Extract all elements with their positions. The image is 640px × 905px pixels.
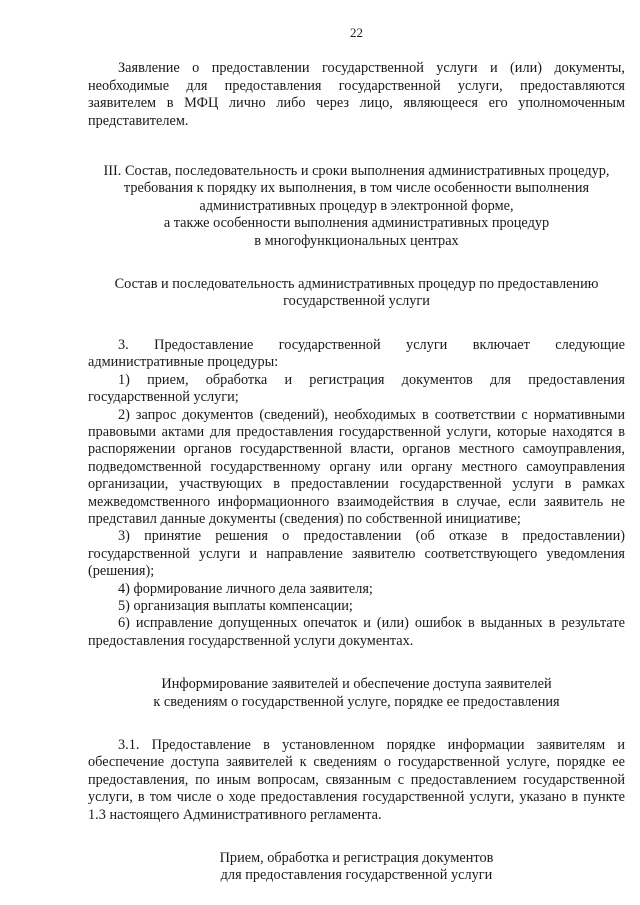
intro-paragraph: Заявление о предоставлении государственной услуги и (или) документы, необходимые для предоставления государственной услуги, предоставляются заявителем в МФЦ лично либо через лицо, являющееся его уполномоченным представителем. — [88, 60, 625, 129]
subheading-reception — [88, 850, 625, 885]
section-heading — [88, 163, 625, 250]
procedure-item: 1) прием, обработка и регистрация документов для предоставления государственной услуги; — [88, 371, 625, 406]
procedure-item: 5) организация выплаты компенсации; — [118, 597, 353, 614]
procedure-item: 4) формирование личного дела заявителя; — [118, 580, 373, 597]
subheading-line: Состав и последовательность административных процедур по предоставлению — [114, 276, 599, 293]
procedure-item: 6) исправление допущенных опечаток и (или) ошибок в выданных в результате предоставления государственной услуги документах. — [88, 615, 625, 649]
subheading-line: для предоставления государственной услуги — [220, 867, 493, 884]
section-heading-line: требования к порядку их выполнения, в том числе особенности выполнения — [123, 180, 590, 197]
subheading-line: к сведениям о государственной услуге, порядке ее предоставления — [153, 693, 560, 710]
page-number: 22 — [350, 25, 363, 40]
procedure-item: 2) запрос документов (сведений), необходимых в соответствии с нормативными правовыми актами для предоставления государственной услуги, которые находятся в распоряжении органов государственной власти, органов местного самоуправления, подведомственной государственному органу или органу местного самоуправления организации, участвующих в предоставлении государственной услуги в рамках межведомственного информационного взаимодействия в случае, если заявитель не представил данные документы (сведения) по собственной инициативе; — [88, 406, 625, 527]
subheading-line: Информирование заявителей и обеспечение доступа заявителей — [161, 676, 552, 693]
item-3-paragraph: 3. Предоставление государственной услуги включает следующие административные процедуры: — [88, 336, 625, 371]
document-page — [88, 24, 625, 885]
section-heading-line: в многофункциональных центрах — [254, 232, 459, 249]
section-heading-line: а также особенности выполнения административных процедур — [163, 215, 550, 232]
subheading-line: государственной услуги — [283, 293, 430, 310]
item-3-1-paragraph: 3.1. Предоставление в установленном порядке информации заявителям и обеспечение доступа заявителей к сведениям о государственной услуге, порядке ее предоставления, по иным вопросам, связанным с предоставлением государственной услуги, в том числе о ходе предоставления государственной услуги, указано в пункте 1.3 настоящего Административного регламента. — [88, 737, 625, 823]
subheading-informing — [88, 676, 625, 711]
subheading-line: Прием, обработка и регистрация документов — [219, 850, 494, 867]
section-heading-line: административных процедур в электронной форме, — [199, 197, 514, 214]
subheading-composition — [88, 276, 625, 311]
section-heading-line: III. Состав, последовательность и сроки выполнения административных процедур, — [103, 163, 610, 180]
procedure-item: 3) принятие решения о предоставлении (об отказе в предоставлении) государственной услуги и направление заявителю соответствующего уведомления (решения); — [88, 528, 625, 580]
